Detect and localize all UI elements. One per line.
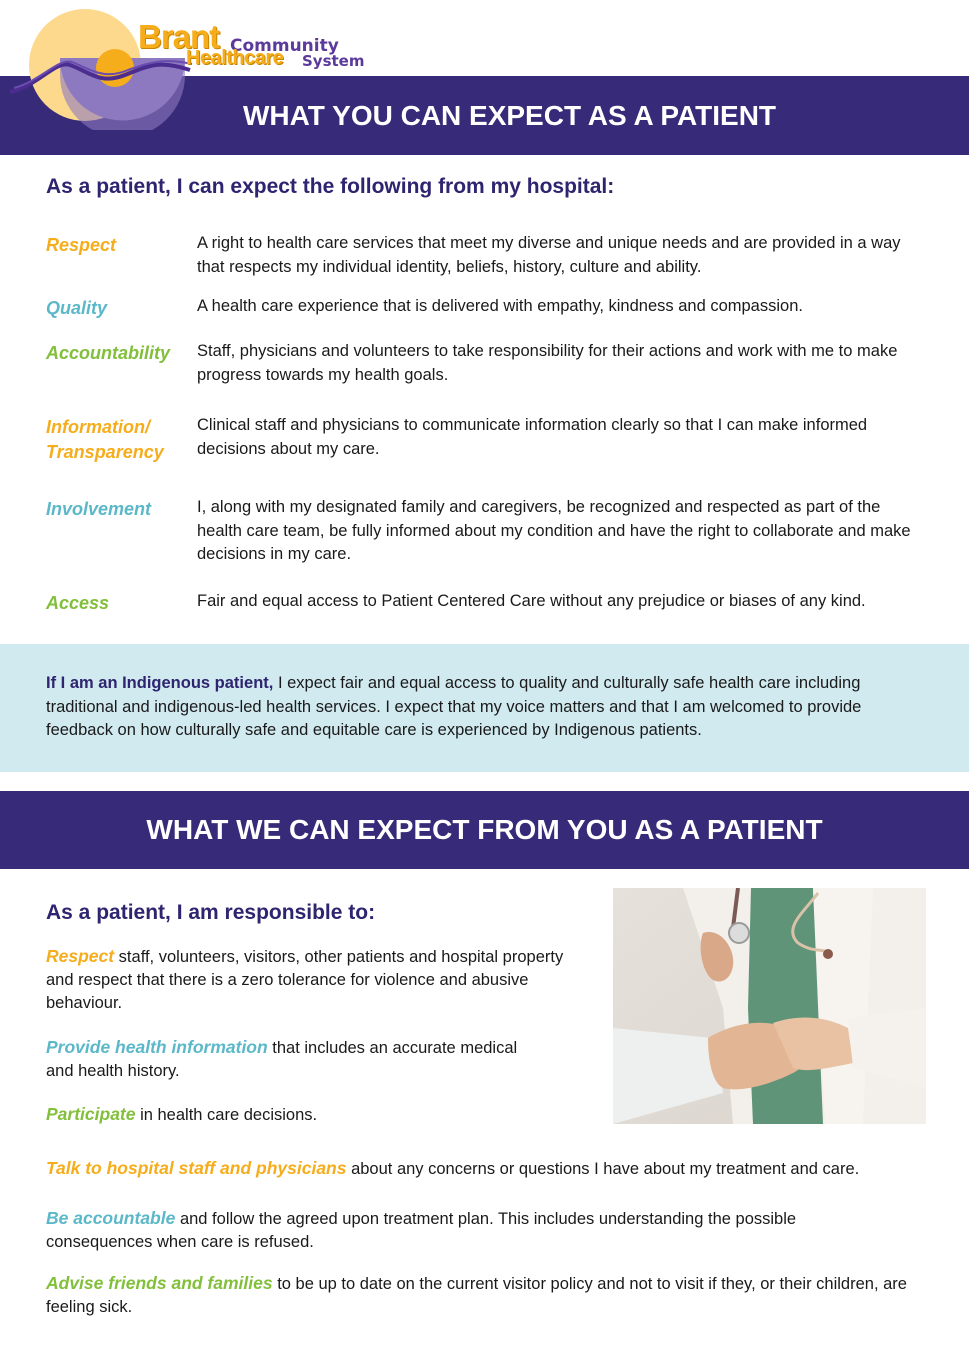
responsibility-text-talk: about any concerns or questions I have about my treatment and care.	[346, 1160, 860, 1178]
logo-word-brant: Brant	[138, 18, 220, 55]
responsibility-participate	[46, 1103, 566, 1127]
expectation-label-information-line1: Information/	[46, 417, 150, 437]
expectation-label-quality: Quality	[46, 298, 108, 318]
responsibility-accountable	[46, 1207, 846, 1254]
section2-banner-title: WHAT WE CAN EXPECT FROM YOU AS A PATIENT	[146, 814, 823, 845]
expectation-label-accountability: Accountability	[46, 343, 171, 363]
handshake-photo	[613, 888, 926, 1124]
indigenous-lead: If I am an Indigenous patient,	[46, 674, 274, 692]
responsibility-text-accountable: and follow the agreed upon treatment plan. This includes understanding the possible consequences when care is refused.	[46, 1210, 797, 1251]
expectation-text-access: Fair and equal access to Patient Centered Care without any prejudice or biases of any kind.	[197, 592, 866, 610]
section2-banner	[0, 791, 969, 869]
expectation-label-access: Access	[46, 593, 110, 613]
expectation-text-respect: A right to health care services that meet my diverse and unique needs and are provided in a way that respects my individual identity, beliefs, history, culture and ability.	[197, 234, 901, 276]
expectation-label-information-line2: Transparency	[46, 442, 164, 462]
responsibility-lead-participate: Participate	[46, 1104, 136, 1124]
responsibility-text-provide-info: that includes an accurate medical and health history.	[46, 1039, 518, 1080]
section2-heading: As a patient, I am responsible to:	[46, 901, 376, 924]
responsibility-talk	[46, 1157, 926, 1181]
responsibility-text-respect: staff, volunteers, visitors, other patients and hospital property and respect that there is a zero tolerance for violence and abusive behaviour.	[46, 948, 564, 1012]
expectation-text-involvement: I, along with my designated family and caregivers, be recognized and respected as part of the health care team, be fully informed about my condition and have the right to collaborate and make decisions in my care.	[197, 498, 911, 563]
logo-word-system: System	[302, 52, 365, 70]
responsibility-lead-advise: Advise friends and families	[46, 1273, 273, 1293]
responsibility-text-participate: in health care decisions.	[135, 1106, 318, 1124]
expectation-text-quality: A health care experience that is delivered with empathy, kindness and compassion.	[197, 297, 803, 315]
indigenous-body: I expect fair and equal access to quality and culturally safe health care including traditional and indigenous-led health services. I expect that my voice matters and that I am welcomed to provide feedback on how culturally safe and equitable care is experienced by Indigenous patients.	[46, 674, 862, 739]
responsibility-provide-info	[46, 1036, 536, 1083]
expectation-text-accountability: Staff, physicians and volunteers to take responsibility for their actions and work with me to make progress towards my health goals.	[197, 342, 898, 384]
responsibility-lead-provide-info: Provide health information	[46, 1037, 268, 1057]
responsibility-lead-accountable: Be accountable	[46, 1208, 176, 1228]
brant-logo	[0, 0, 380, 130]
section1-heading: As a patient, I can expect the following from my hospital:	[46, 175, 615, 198]
indigenous-statement	[46, 672, 926, 743]
expectation-label-respect: Respect	[46, 235, 117, 255]
responsibility-text-advise: to be up to date on the current visitor policy and not to visit if they, or their children, are feeling sick.	[46, 1275, 907, 1316]
responsibility-advise	[46, 1272, 926, 1319]
logo-word-healthcare: Healthcare	[186, 47, 284, 69]
logo-word-community: Community	[230, 36, 339, 56]
handshake-image-icon	[613, 888, 926, 1124]
responsibility-lead-respect: Respect	[46, 946, 115, 966]
responsibility-lead-talk: Talk to hospital staff and physicians	[46, 1158, 347, 1178]
expectation-label-involvement: Involvement	[46, 499, 152, 519]
expectation-text-information: Clinical staff and physicians to communicate information clearly so that I can make informed decisions about my care.	[197, 416, 868, 458]
section1-banner-title: WHAT YOU CAN EXPECT AS A PATIENT	[242, 99, 777, 131]
responsibility-respect	[46, 945, 566, 1015]
